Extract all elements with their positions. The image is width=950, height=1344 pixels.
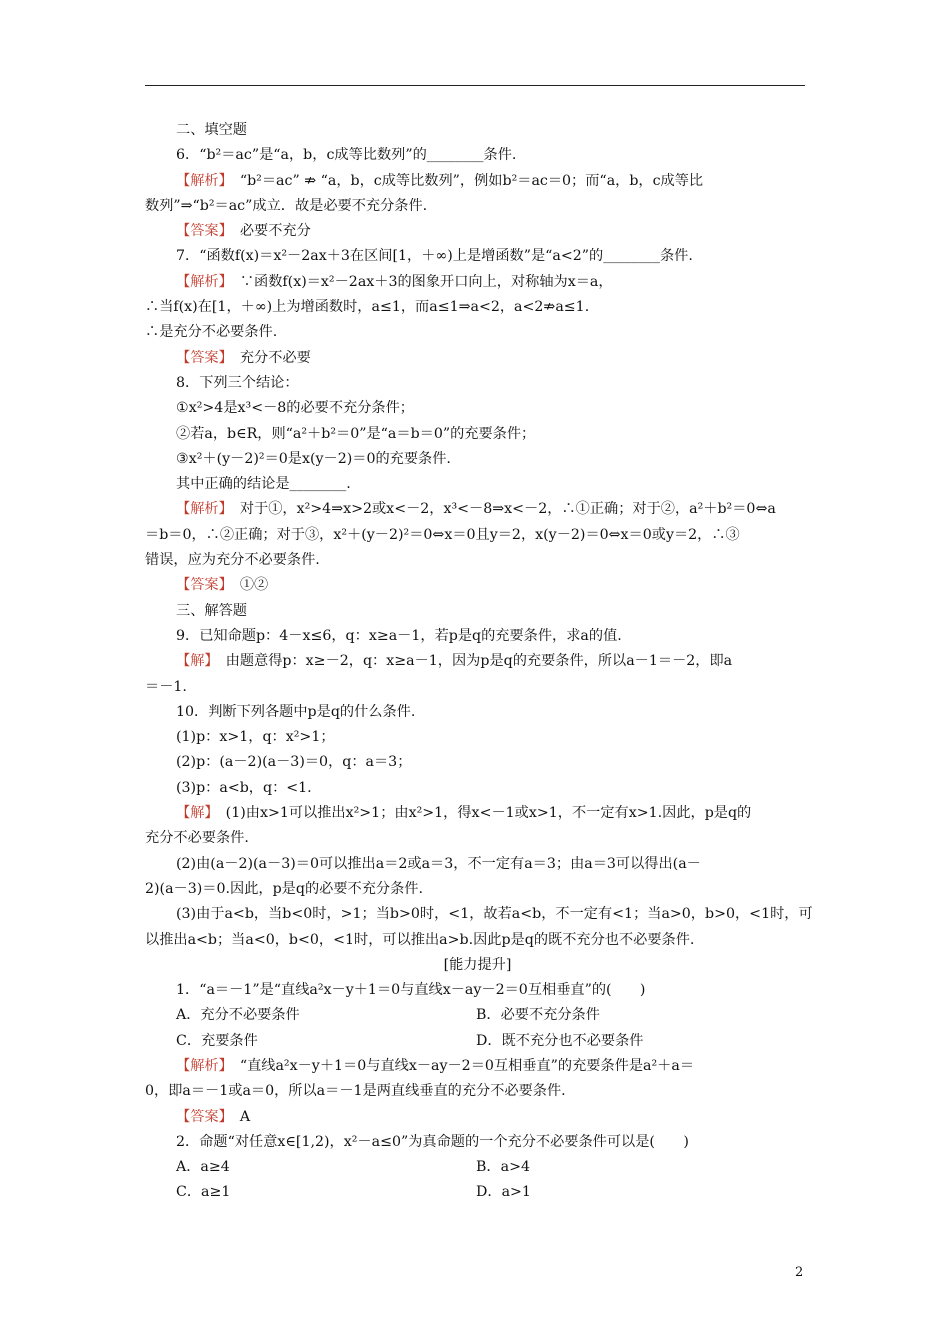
- answer-tag: 【解】: [176, 653, 212, 670]
- line-text: ∴当f(x)在[1，＋∞)上为增函数时，a≤1，而a≤1⇒a<2，a<2⇏a≤1.: [145, 299, 590, 316]
- option-text: C．a≥1: [176, 1184, 231, 1201]
- option-text: C．充要条件: [176, 1032, 258, 1049]
- text-line: [145, 953, 810, 978]
- text-line: [145, 599, 810, 624]
- text-line: [145, 700, 810, 725]
- line-text: (2)由(a－2)(a－3)＝0可以推出a＝2或a＝3，不一定有a＝3；由a＝3可以得出(a－: [176, 855, 701, 872]
- line-text: 9．已知命题p：4－x≤6，q：x≥a－1，若p是q的充要条件，求a的值.: [176, 627, 622, 644]
- option-text: B．a>4: [476, 1159, 530, 1176]
- text-line: [145, 194, 810, 219]
- page-number: 2: [795, 1265, 804, 1280]
- option-row: [145, 1180, 810, 1205]
- answer-tag: 【解析】: [176, 501, 226, 518]
- line-text: “b²＝ac” ⇏ “a，b，c成等比数列”，例如b²＝ac＝0；而“a，b，c成等比: [225, 172, 704, 189]
- line-text: (3)由于a<b，当b<0时，>1；当b>0时，<1，故若a<b，不一定有<1；当a>0，b>0，<1时，可: [176, 906, 813, 923]
- text-line: [145, 169, 810, 194]
- header-rule: [145, 85, 805, 86]
- document-body: [145, 118, 813, 1206]
- line-text: 充分不必要: [225, 349, 311, 366]
- line-text: 三、解答题: [176, 602, 247, 619]
- line-text: ∵函数f(x)＝x²－2ax＋3的图象开口向上，对称轴为x＝a，: [225, 273, 613, 290]
- text-line: [145, 371, 810, 396]
- text-line: [145, 346, 810, 371]
- answer-tag: 【解析】: [176, 172, 226, 189]
- text-line: [145, 1079, 810, 1104]
- text-line: [145, 472, 810, 497]
- line-text: 二、填空题: [176, 122, 247, 138]
- text-line: [145, 447, 810, 472]
- option-row: [145, 1029, 810, 1054]
- answer-tag: 【解析】: [176, 1057, 226, 1074]
- line-text: 6．“b²＝ac”是“a，b，c成等比数列”的________条件.: [176, 147, 517, 164]
- text-line: [145, 1130, 810, 1155]
- text-line: [145, 143, 810, 168]
- line-text: 由题意得p：x≥－2，q：x≥a－1，因为p是q的充要条件，所以a－1＝－2，即a: [211, 653, 733, 670]
- line-text: ①x²>4是x³<－8的必要不充分条件；: [176, 400, 414, 417]
- line-text: (2)p：(a－2)(a－3)＝0，q：a＝3；: [176, 754, 412, 771]
- answer-tag: 【答案】: [176, 223, 226, 240]
- line-text: 必要不充分: [225, 223, 311, 240]
- text-line: [145, 776, 810, 801]
- line-text: 10．判断下列各题中p是q的什么条件.: [176, 703, 416, 720]
- line-text: (1)p：x>1，q：x²>1；: [176, 729, 335, 746]
- text-line: [145, 573, 810, 598]
- text-line: [145, 422, 810, 447]
- line-text: (1)由x>1可以推出x²>1；由x²>1，得x<－1或x>1，不一定有x>1.因此，p是q的: [211, 805, 752, 822]
- text-line: [145, 826, 810, 851]
- line-text: ③x²＋(y－2)²＝0是x(y－2)＝0的充要条件.: [176, 450, 451, 467]
- option-text: D．既不充分也不必要条件: [476, 1032, 644, 1049]
- answer-tag: 【答案】: [176, 349, 226, 366]
- text-line: [145, 1054, 810, 1079]
- answer-tag: 【答案】: [176, 1108, 226, 1125]
- text-line: [145, 852, 810, 877]
- line-text: “直线a²x－y＋1＝0与直线x－ay－2＝0互相垂直”的充要条件是a²＋a＝: [225, 1057, 695, 1074]
- option-row: [145, 1155, 810, 1180]
- line-text: 对于①，x²>4⇒x>2或x<－2，x³<－8⇒x<－2，∴①正确；对于②，a²＋b²＝0⇔a: [225, 501, 776, 518]
- line-text: [能力提升]: [443, 956, 512, 973]
- text-line: [145, 649, 810, 674]
- line-text: 错误，应为充分不必要条件.: [145, 552, 320, 569]
- text-line: [145, 675, 810, 700]
- option-text: D．a>1: [476, 1184, 531, 1201]
- line-text: 7．“函数f(x)＝x²－2ax＋3在区间[1，＋∞)上是增函数”是“a<2”的________条件.: [176, 248, 693, 265]
- text-line: [145, 523, 810, 548]
- answer-tag: 【答案】: [176, 577, 226, 594]
- line-text: 数列”⇒“b²＝ac”成立．故是必要不充分条件.: [145, 197, 428, 214]
- text-line: [145, 978, 810, 1003]
- text-line: [145, 624, 810, 649]
- answer-tag: 【解析】: [176, 273, 226, 290]
- line-text: A: [225, 1108, 251, 1125]
- text-line: [145, 396, 810, 421]
- text-line: [145, 219, 810, 244]
- option-text: A．a≥4: [176, 1159, 230, 1176]
- text-line: [145, 244, 810, 269]
- text-line: [145, 902, 813, 927]
- option-text: B．必要不充分条件: [476, 1007, 600, 1024]
- answer-tag: 【解】: [176, 805, 212, 822]
- line-text: 其中正确的结论是________.: [176, 476, 351, 493]
- line-text: 充分不必要条件.: [145, 830, 249, 847]
- line-text: 2)(a－3)＝0.因此，p是q的必要不充分条件.: [145, 880, 423, 897]
- line-text: 8．下列三个结论：: [176, 374, 299, 391]
- text-line: [145, 497, 810, 522]
- text-line: [145, 801, 810, 826]
- text-line: [145, 270, 810, 295]
- line-text: 2．命题“对任意x∈[1,2)，x²－a≤0”为真命题的一个充分不必要条件可以是( ): [176, 1133, 689, 1150]
- line-text: ＝b＝0，∴②正确；对于③，x²＋(y－2)²＝0⇔x＝0且y＝2，x(y－2)＝0⇔x＝0或y＝2，∴③: [145, 526, 740, 543]
- line-text: 以推出a<b；当a<0，b<0，<1时，可以推出a>b.因此p是q的既不充分也不必要条件.: [145, 931, 695, 948]
- option-text: A．充分不必要条件: [176, 1007, 300, 1024]
- line-text: ＝－1.: [145, 678, 187, 695]
- text-line: [145, 118, 810, 143]
- line-text: (3)p：a<b，q：<1.: [176, 779, 312, 796]
- text-line: [145, 877, 810, 902]
- line-text: ①②: [225, 577, 269, 594]
- text-line: [145, 320, 810, 345]
- text-line: [145, 725, 810, 750]
- line-text: 1．“a＝－1”是“直线a²x－y＋1＝0与直线x－ay－2＝0互相垂直”的( ): [176, 982, 646, 999]
- line-text: ②若a，b∈R，则“a²＋b²＝0”是“a＝b＝0”的充要条件；: [176, 425, 536, 442]
- option-row: [145, 1003, 810, 1028]
- text-line: [145, 750, 810, 775]
- text-line: [145, 295, 810, 320]
- text-line: [145, 1105, 810, 1130]
- text-line: [145, 928, 810, 953]
- line-text: 0，即a＝－1或a＝0，所以a＝－1是两直线垂直的充分不必要条件.: [145, 1083, 566, 1100]
- text-line: [145, 548, 810, 573]
- line-text: ∴是充分不必要条件.: [145, 324, 278, 341]
